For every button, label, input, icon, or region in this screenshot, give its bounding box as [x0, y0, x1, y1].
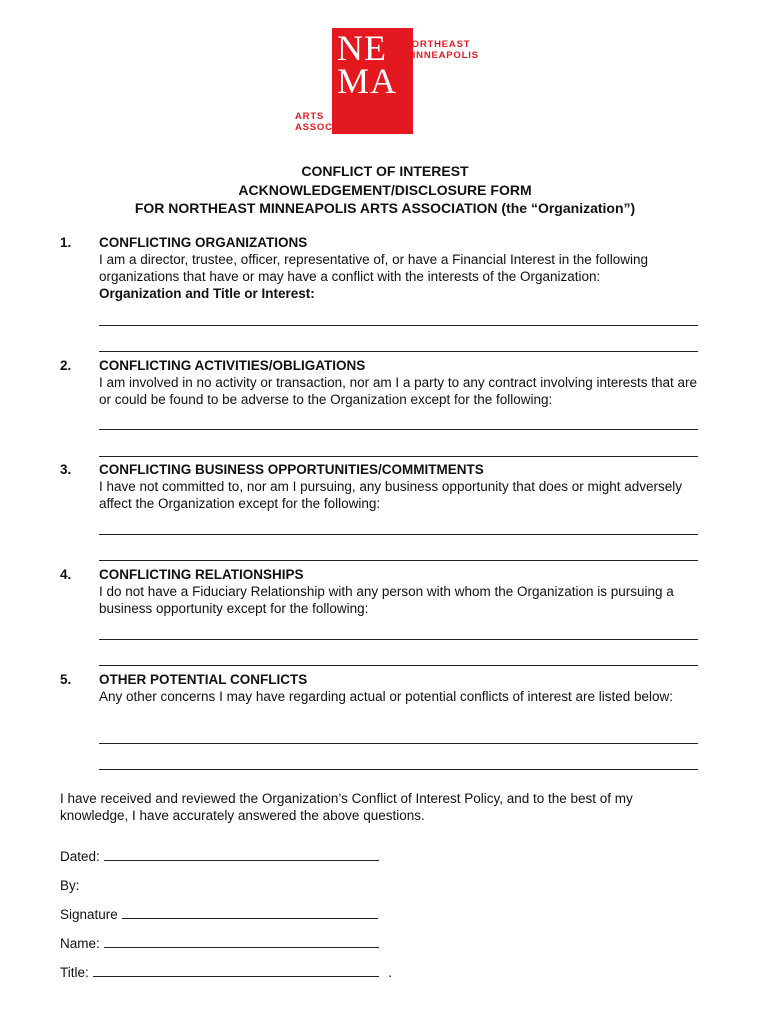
signature-field[interactable] [122, 906, 378, 919]
form-title [0, 162, 770, 218]
section-text: Any other concerns I may have regarding actual or potential conflicts of interest are listed below: [99, 689, 674, 704]
section-subheading: Organization and Title or Interest: [99, 286, 315, 301]
name-row [60, 935, 379, 952]
section-heading: OTHER POTENTIAL CONFLICTS [99, 672, 308, 687]
title-row [60, 964, 392, 981]
title-line-3: FOR NORTHEAST MINNEAPOLIS ARTS ASSOCIATION (the “Organization”) [134, 200, 636, 216]
title-line-1: CONFLICT OF INTEREST [301, 163, 469, 179]
section-number: 1. [60, 235, 72, 250]
by-label: By: [60, 878, 80, 893]
section-number: 3. [60, 462, 72, 477]
dated-row [60, 848, 379, 865]
answer-line[interactable] [99, 743, 698, 744]
answer-line[interactable] [99, 429, 698, 430]
logo-name-top: NORTHEAST MINNEAPOLIS [404, 39, 479, 61]
name-label: Name: [60, 936, 100, 951]
by-row [60, 877, 80, 894]
section-heading: CONFLICTING ORGANIZATIONS [99, 235, 308, 250]
section-text: I have not committed to, nor am I pursuing, any business opportunity that does or might adversely affect the Organization except for the following: [99, 479, 683, 511]
answer-line[interactable] [99, 534, 698, 535]
title-label: Title: [60, 965, 89, 980]
section-number: 4. [60, 567, 72, 582]
section-number: 5. [60, 672, 72, 687]
section-text: I am involved in no activity or transaction, nor am I a party to any contract involving interests that are or could be found to be adverse to the Organization except for the following: [99, 375, 698, 407]
section-heading: CONFLICTING RELATIONSHIPS [99, 567, 304, 582]
logo-name-bottom: ARTS ASSOCIATION [295, 111, 370, 133]
answer-line[interactable] [99, 351, 698, 352]
dated-label: Dated: [60, 849, 100, 864]
section-heading: CONFLICTING ACTIVITIES/OBLIGATIONS [99, 358, 366, 373]
section-heading: CONFLICTING BUSINESS OPPORTUNITIES/COMMITMENTS [99, 462, 484, 477]
answer-line[interactable] [99, 325, 698, 326]
acknowledgement-statement: I have received and reviewed the Organization’s Conflict of Interest Policy, and to the best of my knowledge, I have accurately answered the above questions. [60, 791, 633, 823]
answer-line[interactable] [99, 665, 698, 666]
logo-letters: NE MA [337, 28, 398, 101]
title-field[interactable] [93, 964, 379, 977]
section-number: 2. [60, 358, 72, 373]
answer-line[interactable] [99, 769, 698, 770]
section-text: I do not have a Fiduciary Relationship with any person with whom the Organization is pursuing a business opportunity except for the following: [99, 584, 674, 616]
answer-line[interactable] [99, 560, 698, 561]
answer-line[interactable] [99, 639, 698, 640]
section-text: I am a director, trustee, officer, representative of, or have a Financial Interest in the following organizations that have or may have a conflict with the interests of the Organization: [99, 252, 649, 284]
answer-line[interactable] [99, 456, 698, 457]
title-line-2: ACKNOWLEDGEMENT/DISCLOSURE FORM [238, 181, 532, 198]
nema-logo [295, 28, 485, 138]
trailing-dot: . [388, 965, 393, 980]
signature-row [60, 906, 378, 923]
signature-label: Signature [60, 907, 118, 922]
dated-field[interactable] [104, 848, 379, 861]
name-field[interactable] [104, 935, 379, 948]
